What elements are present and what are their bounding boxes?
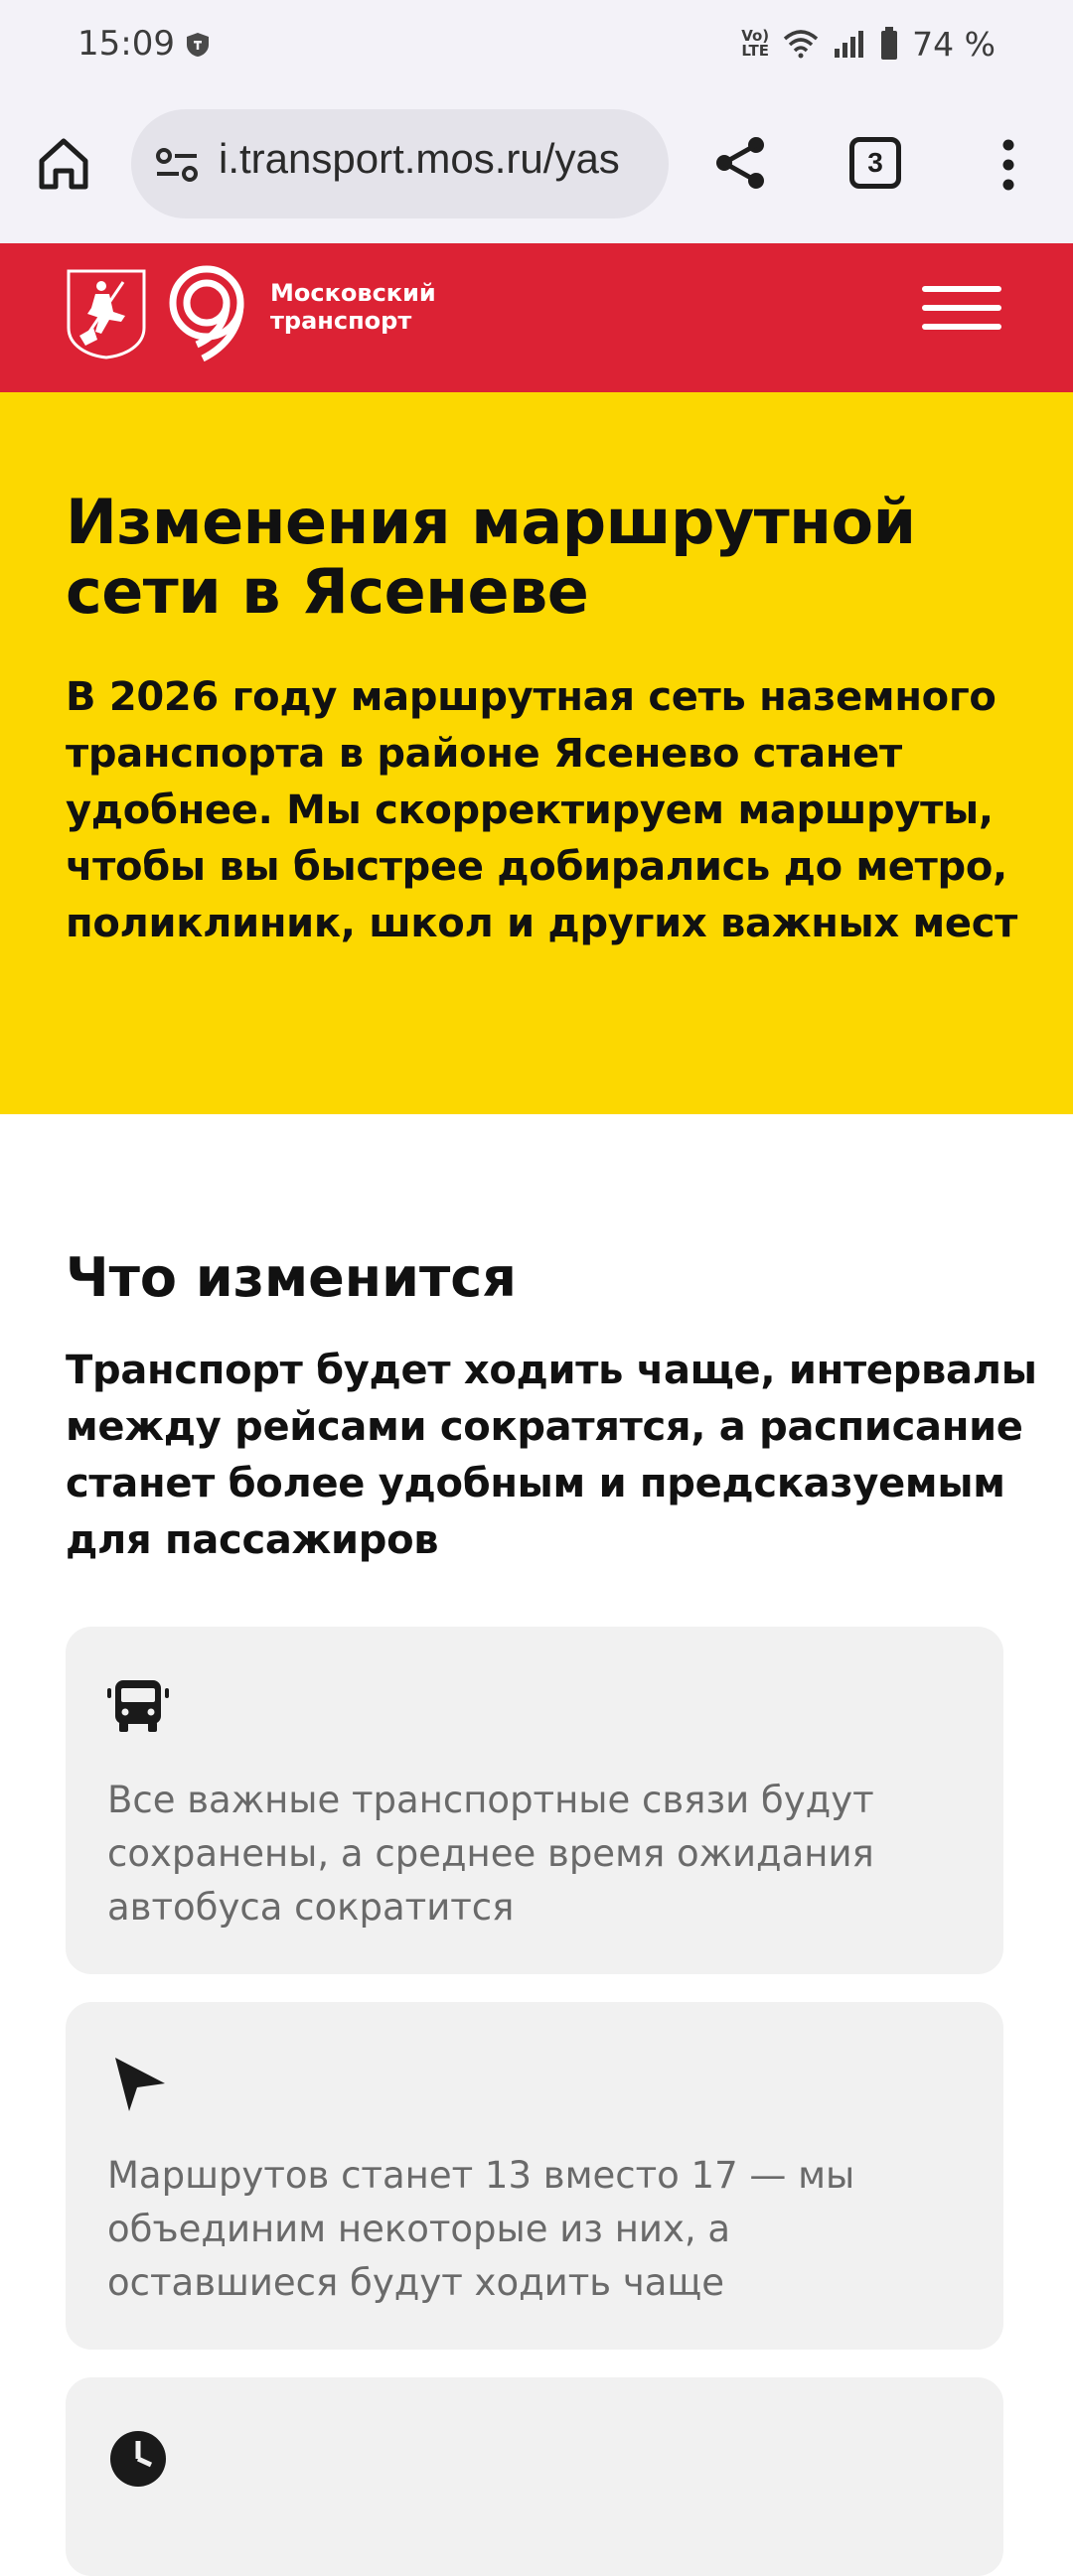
section-lead: Транспорт будет ходить чаще, интервалы между рейсами сократятся, а расписание станет более удобным и предсказуемым для пассажиров	[66, 1348, 1037, 1563]
site-settings-icon[interactable]	[155, 145, 199, 185]
moscow-coat-of-arms-icon[interactable]	[66, 268, 147, 359]
battery-level: 74 %	[912, 24, 996, 64]
brand-name[interactable]	[270, 279, 436, 335]
card-text: Все важные транспортные связи будут сохранены, а среднее время ожидания автобуса сократится	[107, 1779, 874, 1929]
status-icons	[741, 22, 996, 66]
status-time: 15:09	[77, 24, 175, 64]
hamburger-menu-button[interactable]	[922, 286, 1001, 348]
burger-line	[922, 324, 1001, 330]
home-icon[interactable]	[34, 133, 93, 193]
share-icon[interactable]	[710, 133, 770, 193]
burger-line	[922, 286, 1001, 292]
clock-icon	[105, 2427, 171, 2487]
burger-line	[922, 305, 1001, 311]
bus-icon	[105, 1676, 171, 1736]
page-title: Изменения маршрутной сети в Ясеневе	[66, 486, 916, 628]
info-card	[66, 2002, 1003, 2350]
browser-toolbar	[0, 89, 1073, 243]
brand-line-1: Московский	[270, 279, 436, 307]
info-card	[66, 2377, 1003, 2576]
hero-description: В 2026 году маршрутная сеть наземного транспорта в районе Ясенево станет удобнее. Мы скорректируем маршруты, чтобы вы быстрее добирались до метро, поликлиник, школ и других важных мест	[66, 674, 1018, 946]
tab-switcher-button[interactable]	[849, 137, 901, 189]
section-title: Что изменится	[66, 1246, 517, 1309]
status-bar	[0, 0, 1073, 89]
navigation-arrow-icon	[105, 2052, 171, 2111]
volte-indicator: Vo) LTE	[741, 27, 770, 60]
battery-icon	[880, 27, 898, 61]
tab-count: 3	[867, 147, 883, 178]
url-text[interactable]: i.transport.mos.ru/yas	[219, 135, 620, 182]
moscow-transport-logo-icon[interactable]	[167, 265, 248, 362]
cell-signal-icon	[833, 29, 866, 59]
info-card	[66, 1627, 1003, 1974]
wifi-icon	[783, 29, 819, 59]
more-options-icon[interactable]	[994, 135, 1023, 195]
address-bar[interactable]	[131, 109, 669, 218]
hero-section	[0, 392, 1073, 1114]
vpn-shield-icon	[185, 32, 211, 58]
card-text: Маршрутов станет 13 вместо 17 — мы объединим некоторые из них, а оставшиеся будут ходить чаще	[107, 2154, 855, 2304]
site-header	[0, 243, 1073, 392]
brand-line-2: транспорт	[270, 307, 412, 335]
